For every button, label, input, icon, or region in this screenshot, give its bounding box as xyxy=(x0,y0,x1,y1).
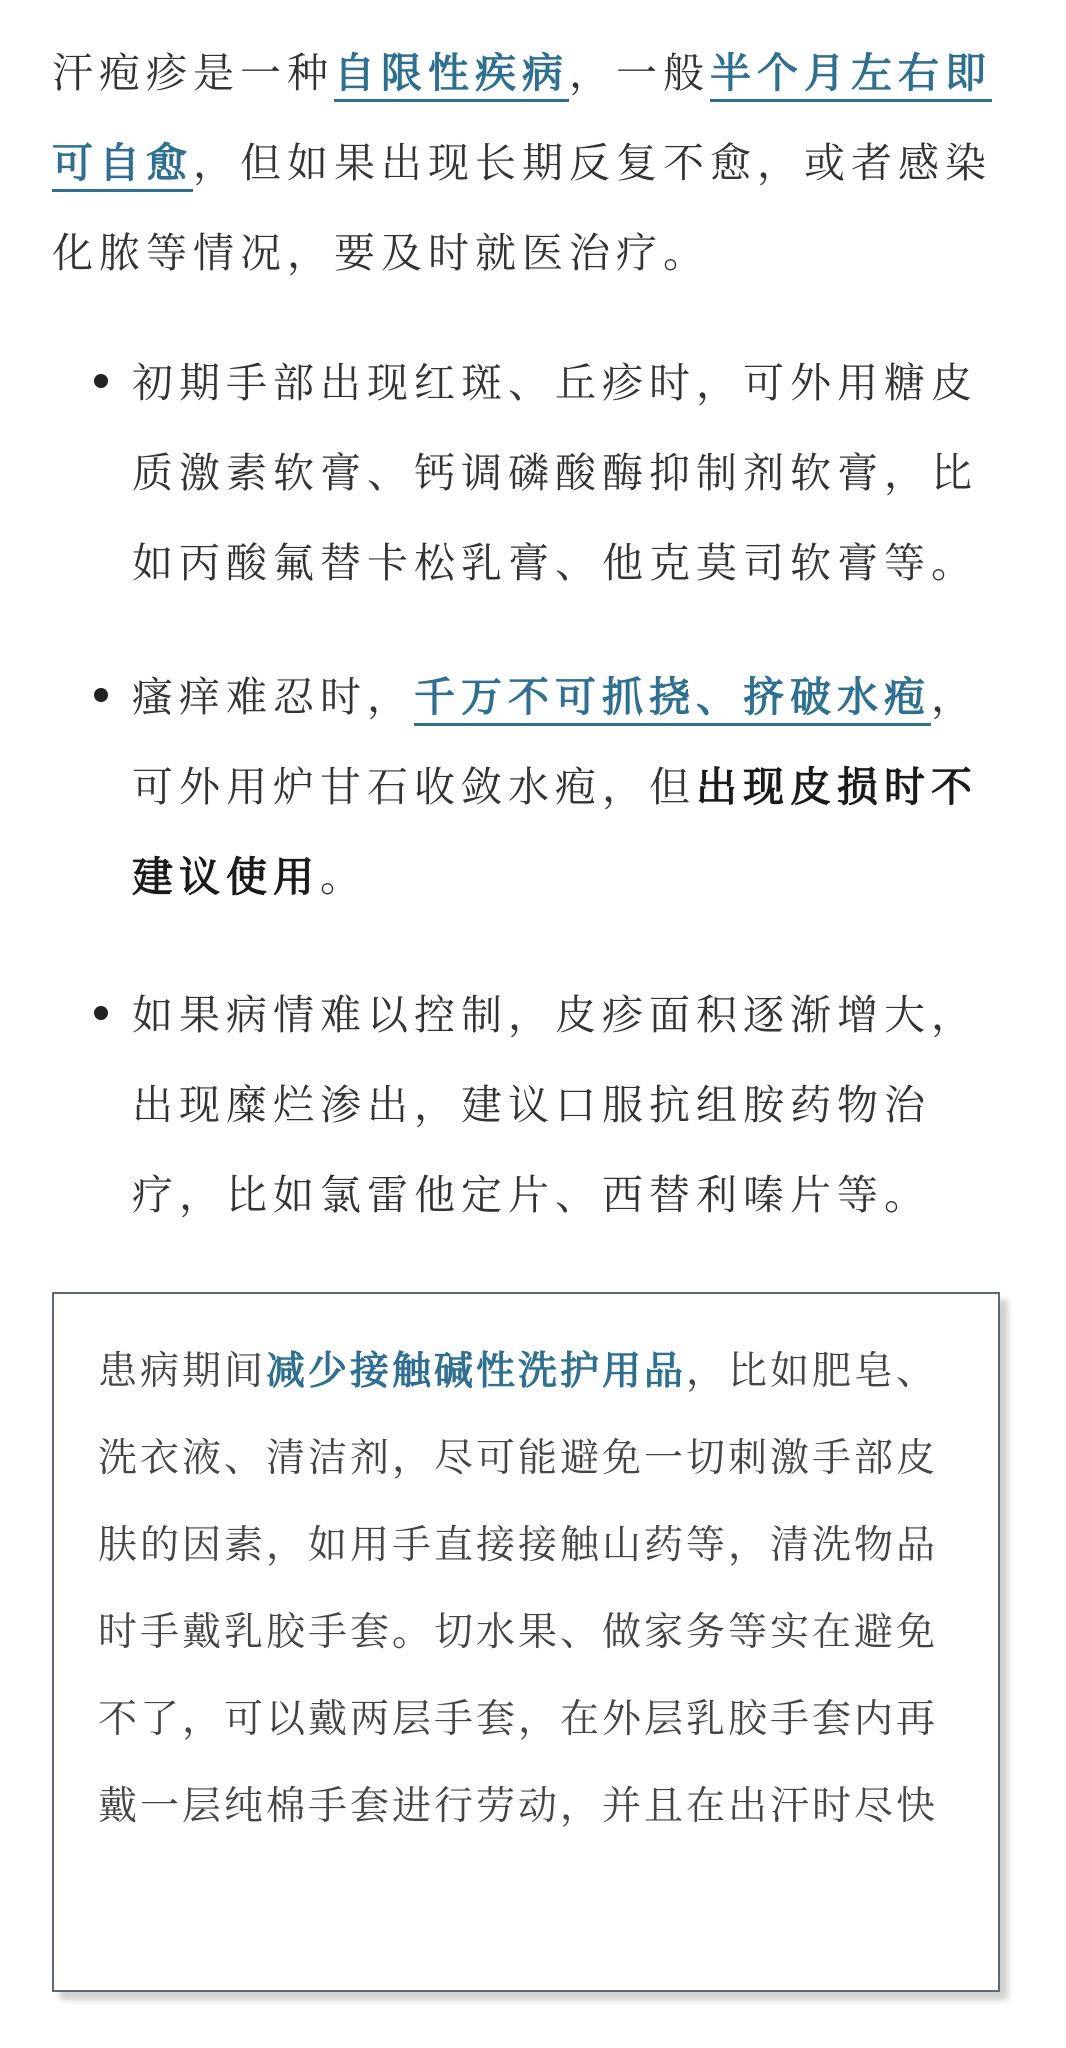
highlight-reduce-alkaline: 减少接触碱性洗护用品 xyxy=(266,1349,687,1394)
list-item xyxy=(132,970,1012,1240)
list-item xyxy=(132,338,1012,608)
highlight-self-limiting: 自限性疾病 xyxy=(334,49,569,102)
bold-warning: 出现皮损时不建议使用 xyxy=(132,763,978,901)
intro-paragraph xyxy=(52,28,1012,298)
bullet-text-1: 初期手部出现红斑、丘疹时，可外用糖皮质激素软膏、钙调磷酸酶抑制剂软膏，比如丙酸氟替卡松乳膏、他克莫司软膏等。 xyxy=(132,359,978,587)
intro-text-3: ，但如果出现长期反复不愈，或者感染化脓等情况，要及时就医治疗。 xyxy=(52,139,992,277)
list-item xyxy=(132,652,1012,922)
bullet-text-2-mid: ，可外用炉甘石收敛水疱，但 xyxy=(132,673,978,811)
tip-text-pre: 患病期间 xyxy=(98,1349,267,1394)
bullet-icon xyxy=(94,1006,108,1020)
highlight-self-heal: 半个月左右即可自愈 xyxy=(52,49,992,192)
bullet-text-2-end: 。 xyxy=(320,853,367,901)
tip-text-rest: ，比如肥皂、洗衣液、清洁剂，尽可能避免一切刺激手部皮肤的因素，如用手直接接触山药等，清洗物品时手戴乳胶手套。切水果、做家务等实在避免不了，可以戴两层手套，在外层乳胶手套内再戴一层纯棉手套进行劳动，并且在出汗时尽快 xyxy=(98,1349,939,1829)
tip-box xyxy=(52,1292,1000,1992)
bullet-text-3: 如果病情难以控制，皮疹面积逐渐增大，出现糜烂渗出，建议口服抗组胺药物治疗，比如氯雷他定片、西替利嗪片等。 xyxy=(132,991,978,1219)
bullet-icon xyxy=(94,688,108,702)
bullet-text-2-pre: 瘙痒难忍时， xyxy=(132,673,414,721)
tip-paragraph xyxy=(98,1328,968,1850)
highlight-no-scratch: 千万不可抓挠、挤破水疱 xyxy=(414,673,931,726)
bullet-icon xyxy=(94,374,108,388)
intro-text-1: 汗疱疹是一种 xyxy=(52,49,334,97)
intro-text-2: ，一般 xyxy=(569,49,710,97)
